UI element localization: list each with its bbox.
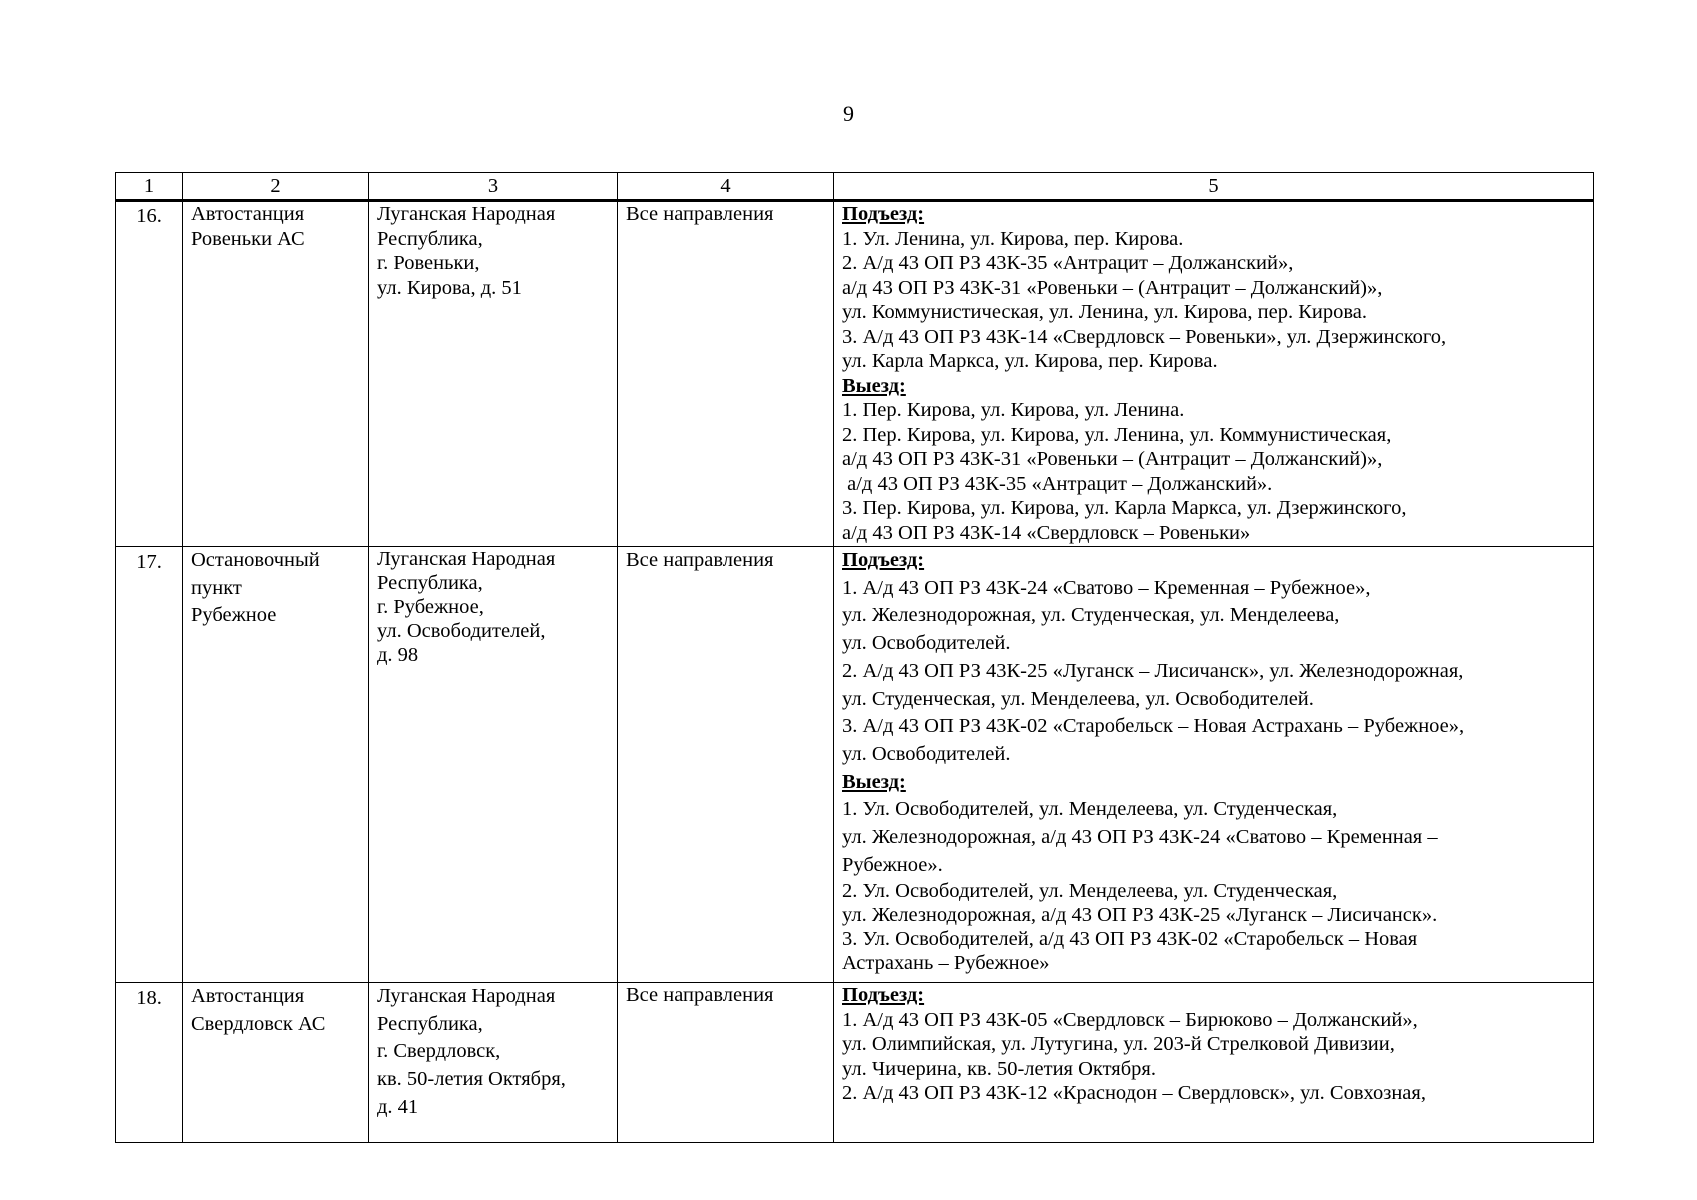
route-line: ул. Чичерина, кв. 50-летия Октября. bbox=[842, 1057, 1156, 1080]
route-line: 2. А/д 43 ОП РЗ 43К-25 «Луганск – Лисичанск», ул. Железнодорожная, bbox=[842, 659, 1464, 682]
address-line: Республика, bbox=[377, 1012, 483, 1035]
station-name-cell bbox=[183, 201, 369, 547]
header-row bbox=[116, 173, 1594, 201]
table-row bbox=[116, 547, 1594, 983]
route-cell bbox=[834, 983, 1594, 1143]
route-line: 3. Ул. Освободителей, а/д 43 ОП РЗ 43К-02 «Старобельск – Новая bbox=[842, 928, 1418, 951]
page-number: 9 bbox=[843, 101, 854, 126]
address-line: г. Ровеньки, bbox=[377, 252, 480, 274]
route-line: ул. Железнодорожная, ул. Студенческая, ул. Менделеева, bbox=[842, 604, 1340, 627]
route-line: ул. Олимпийская, ул. Лутугина, ул. 203-й Стрелковой Дивизии, bbox=[842, 1033, 1395, 1055]
address-line: ул. Освободителей, bbox=[377, 620, 546, 642]
header-cell-4: 4 bbox=[618, 173, 834, 201]
station-name-cell bbox=[183, 547, 369, 983]
address-line: г. Рубежное, bbox=[377, 596, 484, 618]
station-name-line: Свердловск АС bbox=[191, 1012, 326, 1035]
route-line: 1. А/д 43 ОП РЗ 43К-05 «Свердловск – Бирюково – Должанский», bbox=[842, 1008, 1418, 1031]
address-line: Республика, bbox=[377, 227, 483, 250]
route-line: 2. Ул. Освободителей, ул. Менделеева, ул. Студенческая, bbox=[842, 880, 1338, 903]
route-line: 1. Пер. Кирова, ул. Кирова, ул. Ленина. bbox=[842, 399, 1185, 421]
route-line: Астрахань – Рубежное» bbox=[842, 952, 1050, 975]
address-line: г. Свердловск, bbox=[377, 1040, 501, 1063]
station-name-line: Ровеньки АС bbox=[191, 227, 305, 250]
station-name-cell bbox=[183, 983, 369, 1143]
route-cell bbox=[834, 547, 1594, 983]
route-line: ул. Освободителей. bbox=[842, 742, 1011, 765]
address-line: д. 41 bbox=[377, 1095, 419, 1118]
route-cell bbox=[834, 201, 1594, 547]
row-number: 16. bbox=[116, 201, 183, 547]
direction-cell: Все направления bbox=[618, 201, 834, 547]
route-line: ул. Освободителей. bbox=[842, 632, 1011, 655]
route-line: Рубежное». bbox=[842, 853, 943, 876]
address-line: кв. 50-летия Октября, bbox=[377, 1068, 566, 1091]
address-cell bbox=[369, 547, 618, 983]
direction-cell: Все направления bbox=[618, 547, 834, 983]
exit-label: Выезд: bbox=[842, 770, 906, 793]
entry-label: Подъезд: bbox=[842, 984, 925, 1006]
route-line: а/д 43 ОП РЗ 43К-31 «Ровеньки – (Антрацит – Должанский)», bbox=[842, 448, 1383, 470]
header-cell-1: 1 bbox=[116, 173, 183, 201]
address-line: Луганская Народная bbox=[377, 548, 556, 570]
route-line: ул. Коммунистическая, ул. Ленина, ул. Кирова, пер. Кирова. bbox=[842, 301, 1367, 323]
route-line: 2. А/д 43 ОП РЗ 43К-35 «Антрацит – Должанский», bbox=[842, 252, 1294, 274]
header-cell-5: 5 bbox=[834, 173, 1594, 201]
row-number: 18. bbox=[116, 983, 183, 1143]
route-line: ул. Студенческая, ул. Менделеева, ул. Освободителей. bbox=[842, 687, 1314, 710]
station-name-line: Рубежное bbox=[191, 604, 277, 627]
station-name-line: пункт bbox=[191, 576, 242, 599]
station-name-line: Автостанция bbox=[191, 985, 305, 1007]
table-row bbox=[116, 201, 1594, 547]
address-line: Луганская Народная bbox=[377, 985, 556, 1007]
address-line: Республика, bbox=[377, 572, 483, 594]
route-line: ул. Железнодорожная, а/д 43 ОП РЗ 43К-25 «Луганск – Лисичанск». bbox=[842, 904, 1438, 927]
address-cell bbox=[369, 201, 618, 547]
route-line: а/д 43 ОП РЗ 43К-14 «Свердловск – Ровеньки» bbox=[842, 521, 1251, 544]
route-line: ул. Карла Маркса, ул. Кирова, пер. Кирова. bbox=[842, 350, 1218, 372]
station-name-line: Автостанция bbox=[191, 203, 305, 225]
route-line: а/д 43 ОП РЗ 43К-31 «Ровеньки – (Антрацит – Должанский)», bbox=[842, 276, 1383, 299]
address-cell bbox=[369, 983, 618, 1143]
route-line: 3. А/д 43 ОП РЗ 43К-02 «Старобельск – Новая Астрахань – Рубежное», bbox=[842, 715, 1465, 738]
station-name-line: Остановочный bbox=[191, 549, 320, 571]
table-row bbox=[116, 983, 1594, 1143]
address-line: Луганская Народная bbox=[377, 203, 556, 225]
route-line: 1. Ул. Ленина, ул. Кирова, пер. Кирова. bbox=[842, 227, 1184, 250]
routes-table bbox=[115, 172, 1594, 1143]
address-line: д. 98 bbox=[377, 644, 419, 666]
route-line: ул. Железнодорожная, а/д 43 ОП РЗ 43К-24 «Сватово – Кременная – bbox=[842, 826, 1438, 849]
address-line: ул. Кирова, д. 51 bbox=[377, 276, 522, 299]
route-line: а/д 43 ОП РЗ 43К-35 «Антрацит – Должанский». bbox=[842, 472, 1273, 495]
entry-label: Подъезд: bbox=[842, 549, 925, 571]
exit-label: Выезд: bbox=[842, 374, 906, 397]
row-number: 17. bbox=[116, 547, 183, 983]
route-line: 1. А/д 43 ОП РЗ 43К-24 «Сватово – Кременная – Рубежное», bbox=[842, 576, 1371, 599]
route-line: 3. А/д 43 ОП РЗ 43К-14 «Свердловск – Ровеньки», ул. Дзержинского, bbox=[842, 325, 1447, 348]
header-cell-3: 3 bbox=[369, 173, 618, 201]
entry-label: Подъезд: bbox=[842, 203, 925, 225]
route-line: 2. Пер. Кирова, ул. Кирова, ул. Ленина, ул. Коммунистическая, bbox=[842, 423, 1392, 446]
direction-cell: Все направления bbox=[618, 983, 834, 1143]
header-cell-2: 2 bbox=[183, 173, 369, 201]
route-line: 2. А/д 43 ОП РЗ 43К-12 «Краснодон – Свердловск», ул. Совхозная, bbox=[842, 1082, 1426, 1104]
route-line: 1. Ул. Освободителей, ул. Менделеева, ул. Студенческая, bbox=[842, 798, 1338, 821]
route-line: 3. Пер. Кирова, ул. Кирова, ул. Карла Маркса, ул. Дзержинского, bbox=[842, 497, 1407, 519]
